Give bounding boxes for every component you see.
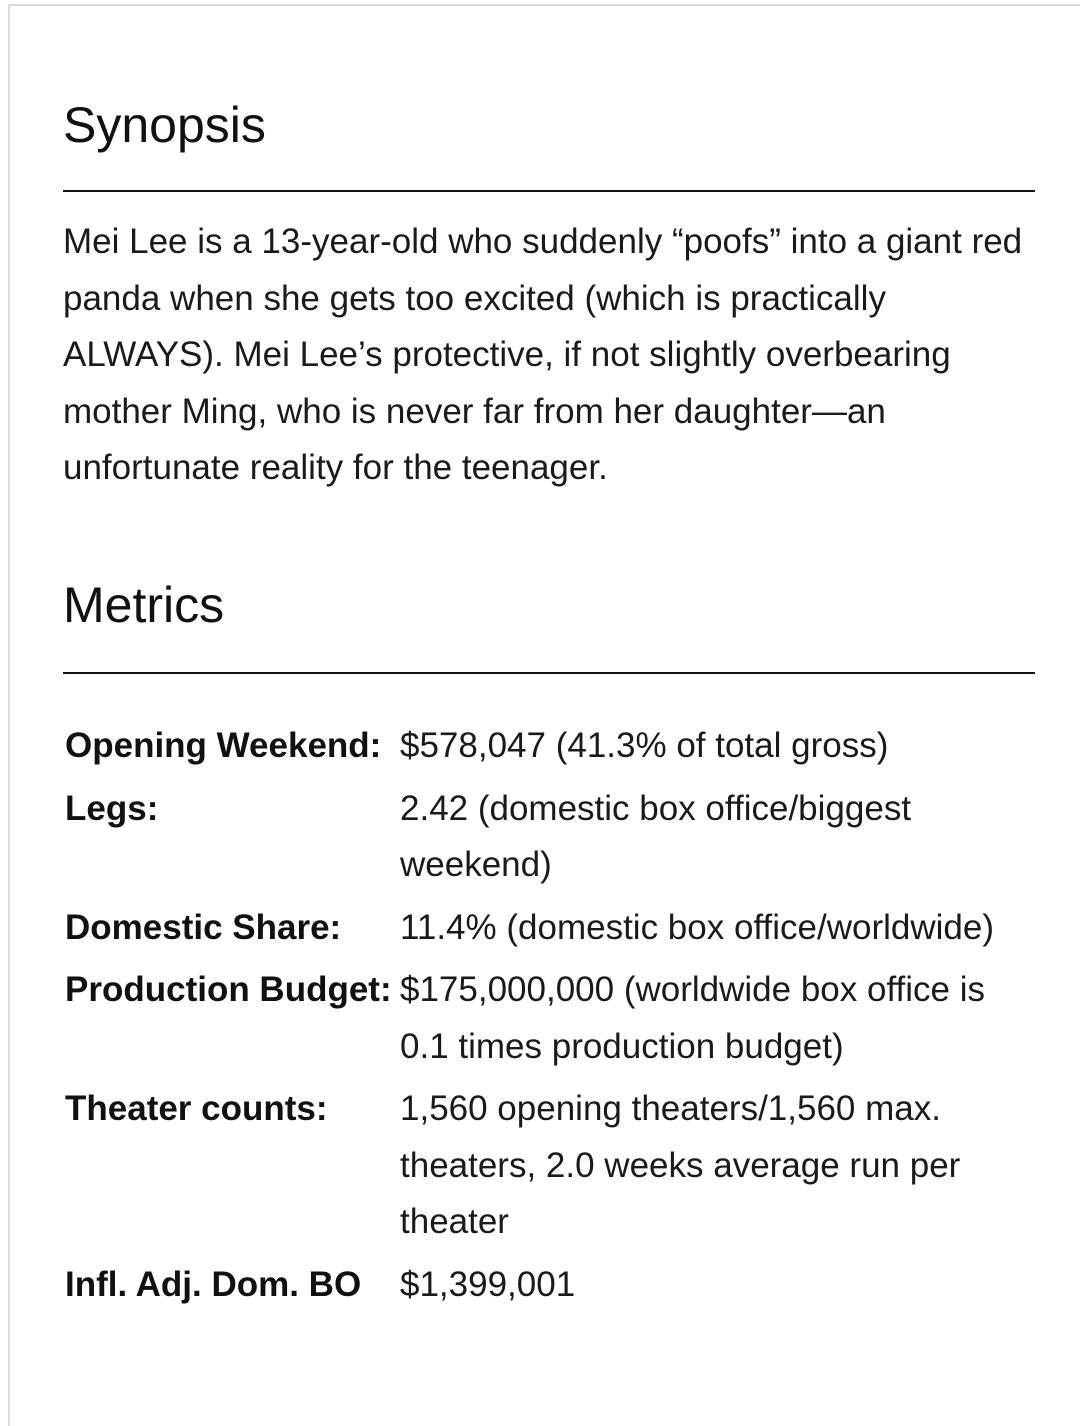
metrics-row-infl-adj-dom-bo bbox=[63, 1257, 1035, 1320]
metric-value: $175,000,000 (worldwide box office is 0.1 times production budget) bbox=[400, 970, 986, 1066]
metrics-heading: Metrics bbox=[63, 577, 225, 633]
metric-value: 11.4% (domestic box office/worldwide) bbox=[400, 907, 994, 947]
metrics-table bbox=[63, 718, 1035, 1319]
metric-label: Legs: bbox=[65, 788, 159, 828]
metric-label: Infl. Adj. Dom. BO bbox=[65, 1264, 362, 1304]
metric-value: $578,047 (41.3% of total gross) bbox=[400, 726, 889, 765]
metric-value: 2.42 (domestic box office/biggest weekend) bbox=[400, 788, 912, 884]
metrics-row-domestic-share bbox=[63, 900, 1035, 963]
metric-value: $1,399,001 bbox=[400, 1264, 576, 1304]
metrics-row-theater-counts bbox=[63, 1081, 1035, 1257]
metric-label: Theater counts: bbox=[65, 1089, 328, 1128]
synopsis-text: Mei Lee is a 13-year-old who suddenly “poofs” into a giant red panda when she gets too excited (which is practically ALWAYS). Mei Lee’s protective, if not slightly overbearing mother Ming, who is never far from her daughter—an unfortunate reality for the teenager. bbox=[63, 222, 1023, 487]
synopsis-divider bbox=[63, 190, 1035, 192]
metrics-row-production-budget bbox=[63, 962, 1035, 1081]
metrics-row-legs bbox=[63, 781, 1035, 900]
synopsis-heading: Synopsis bbox=[63, 97, 266, 153]
metric-label: Production Budget: bbox=[65, 970, 392, 1009]
metric-label: Opening Weekend: bbox=[65, 726, 382, 765]
metrics-row-opening-weekend bbox=[63, 718, 1035, 781]
metric-value: 1,560 opening theaters/1,560 max. theaters, 2.0 weeks average run per theater bbox=[400, 1089, 961, 1241]
metrics-divider bbox=[63, 672, 1035, 674]
metric-label: Domestic Share: bbox=[65, 907, 342, 947]
